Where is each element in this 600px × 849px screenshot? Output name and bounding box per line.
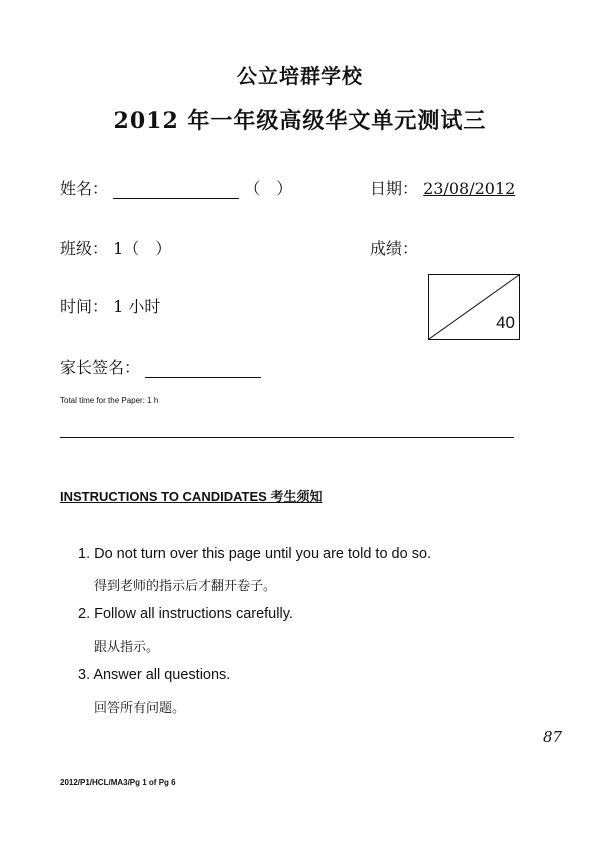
parent-sign-row bbox=[60, 355, 261, 378]
date-label: 日期： bbox=[370, 179, 419, 198]
instructions-heading bbox=[60, 486, 322, 505]
instructions-heading-en: INSTRUCTIONS TO CANDIDATES bbox=[60, 489, 267, 504]
total-time-note: Total time for the Paper: 1 h bbox=[60, 396, 159, 405]
name-paren: （ ） bbox=[244, 179, 293, 198]
instruction-item-2-en: 2. Follow all instructions carefully. bbox=[78, 606, 293, 622]
grade-label: 成绩： bbox=[370, 239, 419, 258]
name-label: 姓名： bbox=[60, 179, 109, 198]
instruction-item-2-cn: 跟从指示。 bbox=[94, 640, 160, 655]
instruction-item-1-cn: 得到老师的指示后才翻开卷子。 bbox=[94, 579, 277, 594]
handwritten-note: 87 bbox=[543, 728, 563, 746]
time-value: 1 小时 bbox=[113, 297, 161, 316]
page-footer: 2012/P1/HCL/MA3/Pg 1 of Pg 6 bbox=[60, 778, 176, 787]
score-box bbox=[428, 274, 520, 340]
instruction-item-3-en: 3. Answer all questions. bbox=[78, 667, 231, 683]
class-label: 班级： bbox=[60, 239, 109, 258]
school-name: 公立培群学校 bbox=[237, 64, 363, 88]
instructions-heading-cn: 考生须知 bbox=[270, 490, 323, 505]
date-row bbox=[370, 176, 515, 199]
class-row bbox=[60, 236, 171, 259]
exam-title: 2012 年一年级高级华文单元测试三 bbox=[113, 108, 487, 134]
class-value: 1（ ） bbox=[113, 239, 172, 258]
name-blank bbox=[113, 180, 239, 199]
instruction-item-1-en: 1. Do not turn over this page until you are told to do so. bbox=[78, 546, 432, 562]
parent-sign-label: 家长签名： bbox=[60, 358, 141, 377]
name-row bbox=[60, 176, 292, 199]
date-value: 23/08/2012 bbox=[423, 179, 516, 198]
time-row bbox=[60, 294, 160, 317]
divider-line bbox=[60, 437, 514, 438]
score-total: 40 bbox=[496, 313, 515, 332]
parent-sign-blank bbox=[145, 359, 261, 378]
instruction-item-3-cn: 回答所有问题。 bbox=[94, 701, 186, 716]
time-label: 时间： bbox=[60, 297, 109, 316]
